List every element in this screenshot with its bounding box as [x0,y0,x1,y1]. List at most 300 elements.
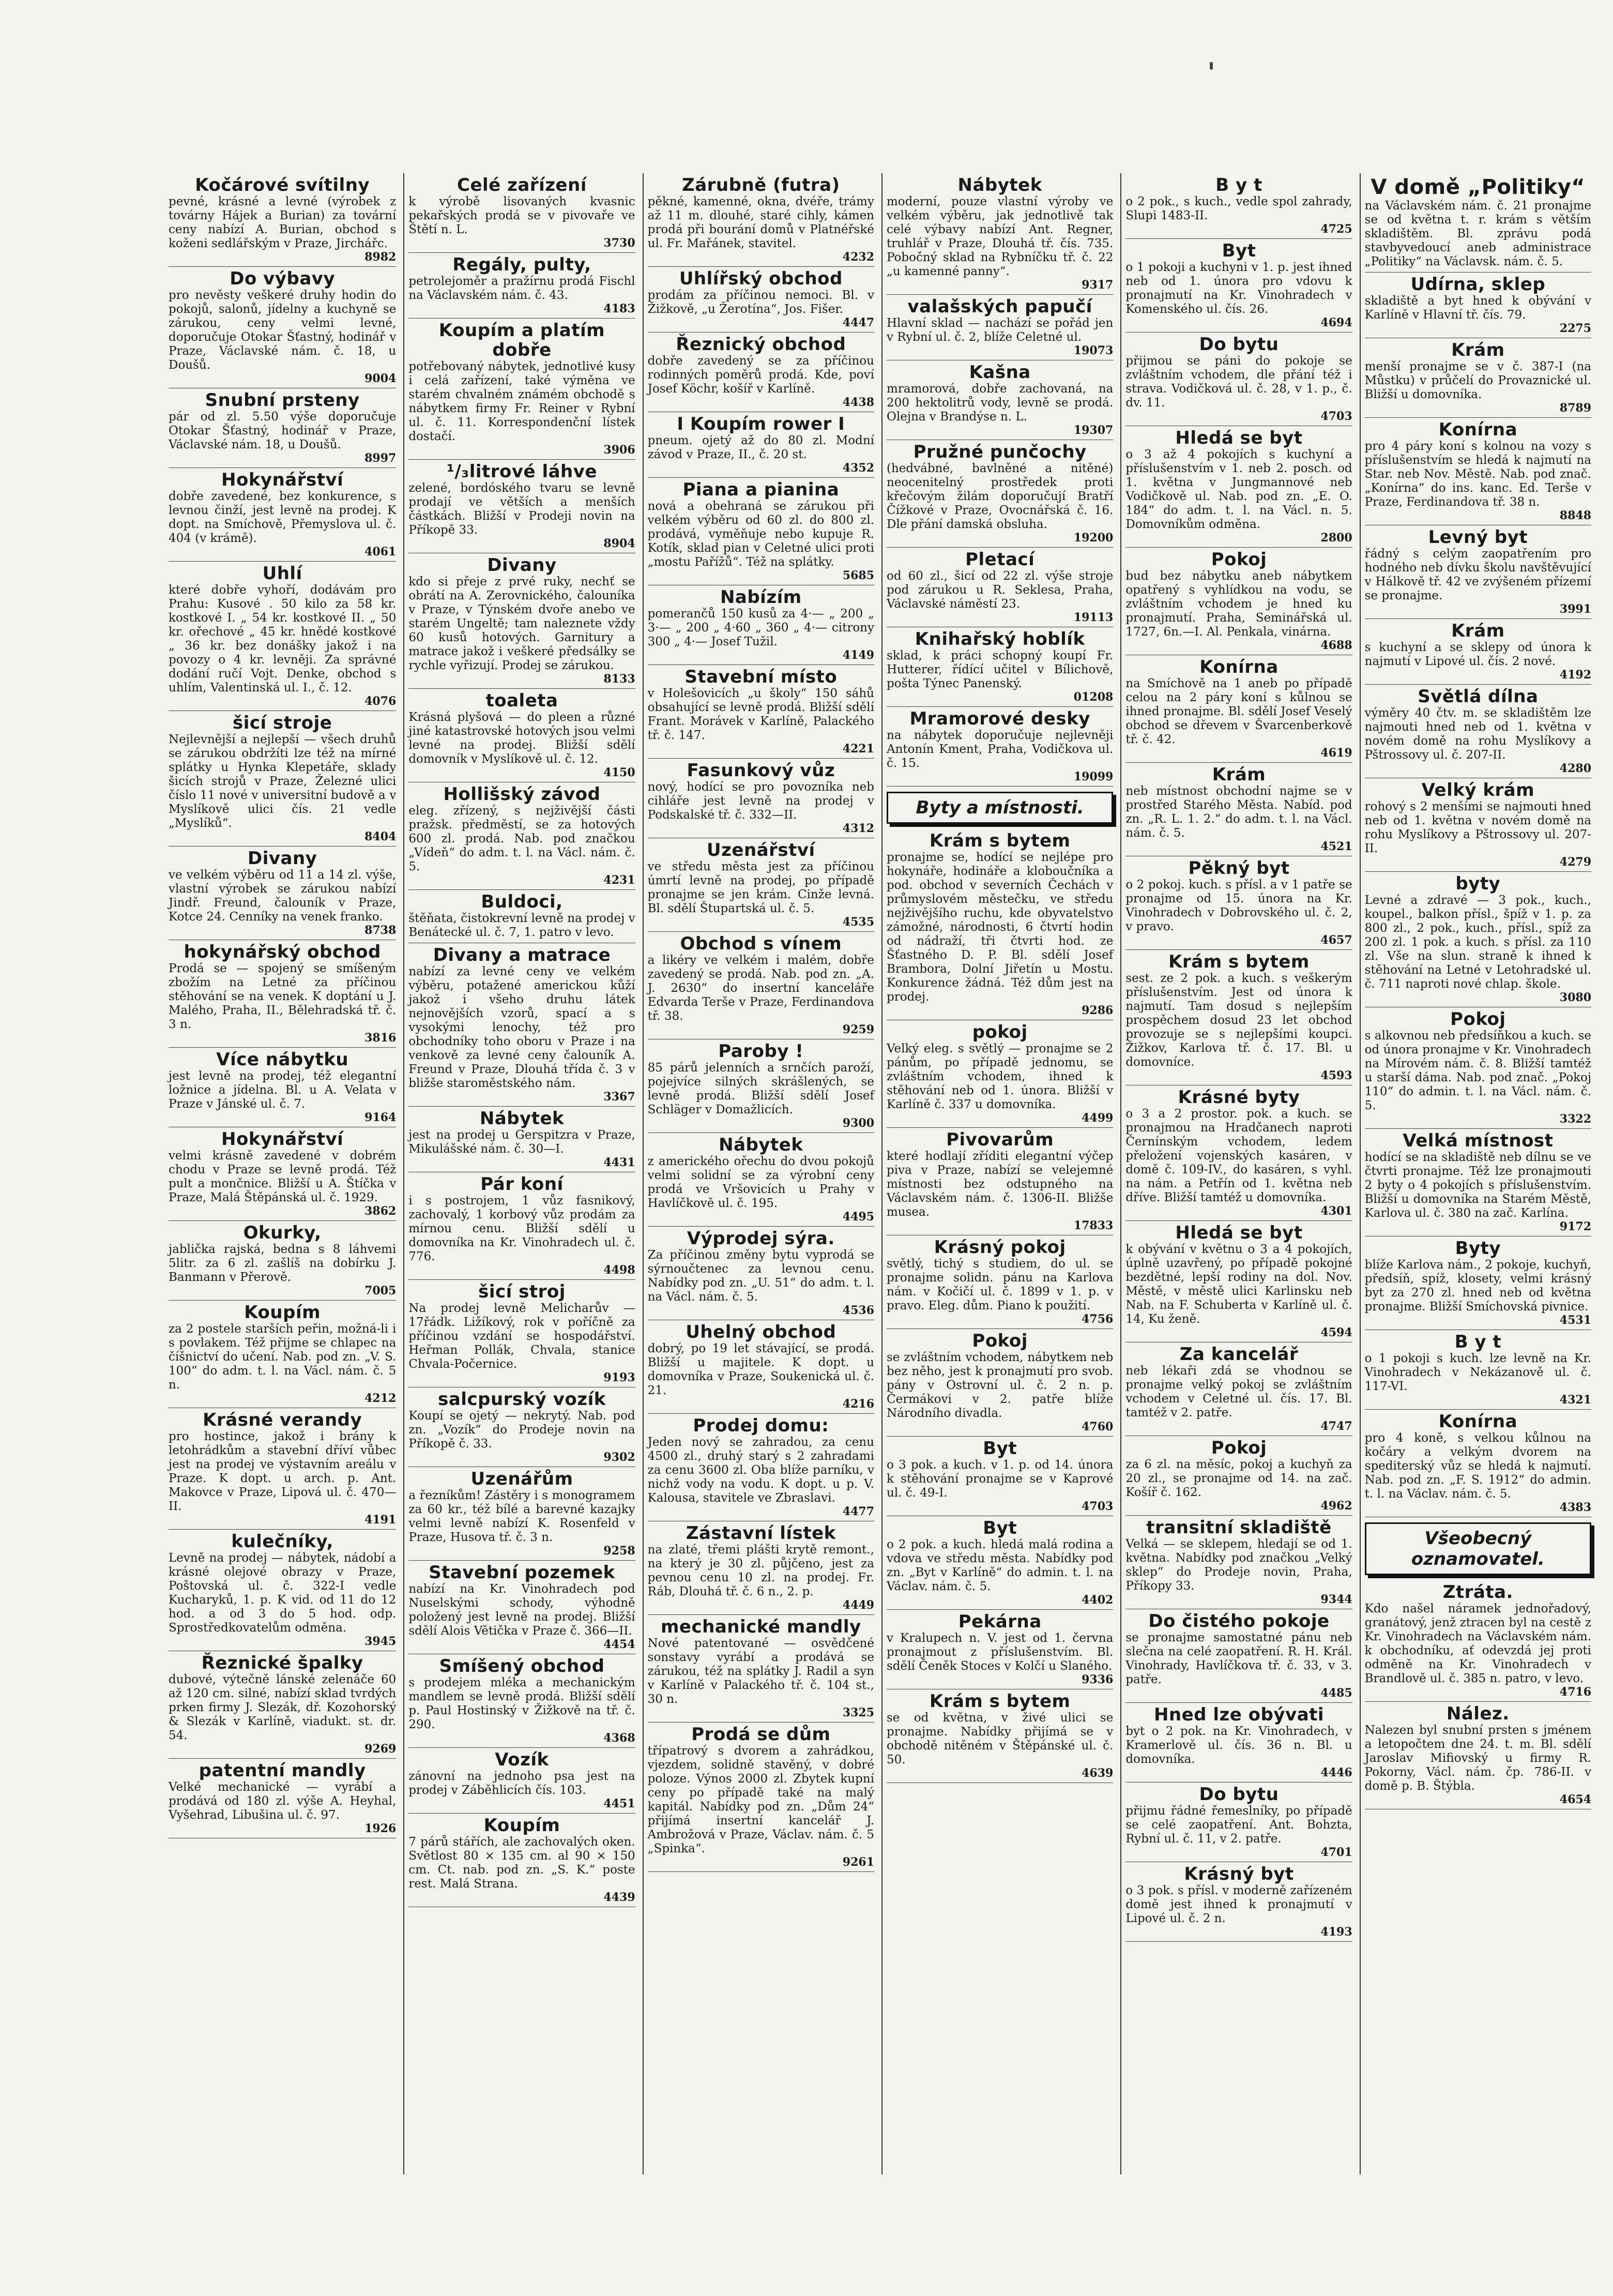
ad-number: 1926 [364,1822,397,1835]
classified-ad [1365,1702,1591,1809]
ad-heading: Ztráta. [1442,1582,1513,1603]
classified-ad [169,1408,396,1530]
ad-text: s prodejem mléka a mechanickým mandlem se levně prodá. Bližší sdělí p. Paul Hostinský v Žižkově na tř. č. 290. [408,1676,635,1731]
classified-ad [1125,1342,1352,1436]
classified-ad [887,829,1113,1020]
classified-ad [887,1128,1113,1235]
ad-number: 9269 [364,1742,397,1756]
ad-number: 4383 [1559,1501,1591,1514]
ad-heading: Smíšený obchod [439,1656,605,1676]
ad-heading: patentní mandly [199,1760,366,1781]
ad-number: 4495 [842,1210,874,1223]
ad-heading: Velký krám [1421,780,1535,800]
ad-text: bud bez nábytku aneb nábytkem opatřený s vyhlídkou na vodu, se zvláštním vchodem je hned ku pronajmutí. Praha, Seminářská ul. 1727, 6n.—I. Al. Penkala, vinárna. [1125,569,1352,639]
classified-ad [887,1610,1113,1689]
ad-text: pár od zl. 5.50 výše doporučuje Otokar Šťastný, hodinář v Praze, Václavské nám. 18, u Doušů. [169,410,397,451]
column-6 [1360,173,1595,2174]
ad-text: o 3 a 2 prostor. pok. a kuch. se pronajmou na Hradčanech naproti Černínským vchodem, ledem přeložení vojenských kasáren, v domě č. 109-IV., do kasáren, s vyhl. na nám. a Petřín od 1. května neb dříve. Bližší tamtéž u domovníka. [1125,1107,1352,1204]
ad-text: Velké mechanické — vyrábí a prodává od 180 zl. výše A. Heyhal, Vyšehrad, Libušina ul. č. 97. [169,1780,397,1822]
ad-text: pěkné, kamenné, okna, dvéře, trámy až 11 m. dlouhé, staré cihly, kámen prodá při bourání domů v Platnéřské ul. Fr. Mařánek, stavitel. [647,195,874,250]
ad-heading: Krám [1212,764,1266,785]
classified-ad [887,440,1113,548]
classified-ad [887,627,1113,707]
classified-ad [1125,333,1352,426]
ad-heading: Hokynářství [221,1129,344,1150]
classified-ad [648,1723,874,1872]
ad-text: pronajme se, hodící se nejlépe pro hokynáře, hodináře a kloboučníka a pod. obchod v severních Čechách v průmyslovém městečku, ve středu nejživějšího ruchu, kde obyvatelstvo zámožné, národnosti, 6 čtvrtí hodin od nádraží, tři čtvrti hod. ze Šťastného D. P. Bl. sdělí Josef Brambora, Dolní Jiřetín u Mostu. Konkurence žádná. Též dům jest na prodej. [887,851,1114,1004]
classified-ad [169,847,396,940]
classified-ad [887,173,1113,295]
ad-number: 9300 [842,1116,874,1130]
ad-text: 7 párů stářích, ale zachovalých oken. Světlost 80 × 135 cm. al 90 × 150 cm. Ct. nab. pod zn. „S. K.“ poste rest. Malá Strana. [408,1835,635,1891]
ad-number: 4725 [1320,222,1352,236]
ad-text: Nové patentované — osvědčené sonstavy vyrábí a prodává se zárukou, též na splátky J. Radil a syn v Karlíně v Palackého tř. č. 104 st., 30 n. [647,1637,874,1706]
ad-heading: Krásné verandy [203,1410,362,1430]
ad-text: o 2 pok., s kuch., vedle spol zahrady, Slupi 1483-II. [1125,195,1352,222]
ad-text: petrolejoměr a pražírnu prodá Fischl na Václavském nám. č. 43. [408,275,635,302]
classified-ad [1365,778,1591,872]
ad-number: 4747 [1320,1419,1352,1433]
ad-number: 9172 [1559,1220,1591,1233]
ad-number: 4485 [1320,1686,1352,1700]
classified-ad [1125,1436,1352,1516]
ad-heading: B y t [1215,175,1262,195]
ad-heading: Do bytu [1199,1784,1279,1805]
classified-ad [169,1048,396,1127]
classified-ad [169,1651,396,1759]
ad-heading: toaleta [485,690,558,711]
classified-ad [408,1748,635,1814]
ad-number: 4216 [842,1397,874,1411]
ad-number: 4716 [1559,1685,1591,1699]
ad-number: 4451 [603,1797,635,1810]
ad-number: 4593 [1320,1069,1352,1082]
ad-number: 4232 [842,250,874,264]
ad-heading: Kašna [969,362,1031,383]
classified-ad [408,1654,635,1748]
ad-heading: Piana a pianina [682,479,840,500]
classified-ad [1125,763,1352,856]
ad-heading: šicí stroj [478,1281,566,1302]
ad-text: kdo si přeje z prvé ruky, nechť se obrátí na A. Zerovnického, čalouníka v Praze, v Týnském dvoře anebo ve starém Ungeltě; tam naleznete vždy 60 kusů hotových. Garnitury a matrace jakož i veškeré předsálky se rychle vyřizují. Prodej se zárukou. [408,575,635,672]
ad-text: o 2 pokoj. kuch. s přísl. a v 1 patře se pronajme od 15. února na Kr. Vinohradech v Dobrovského ul. č. 2, v pravo. [1125,878,1352,933]
ad-text: Kdo našel náramek jednořadový, granátový, jenž ztracen byl na cestě z Kr. Vinohradech na Václavském nám. k obchodníku, ať odevzdá jej proti odměně na Kr. Vinohradech v Brandlově ul. č. 385 n. patro, v levo. [1364,1602,1591,1685]
ad-text: dobře zavedený se za příčinou rodinných poměrů prodá. Kde, poví Josef Köchr, košíř v Karlíně. [647,354,874,396]
ad-text: skladiště a byt hned k obývání v Karlíně v Hlavní tř. čís. 79. [1364,294,1591,322]
ad-text: moderní, pouze vlastní výroby ve velkém výběru, jak jednotlivě tak celé výbavy nabízí Ant. Regner, truhlář v Praze, Dlouhá tř. čís. 735. Pobočný sklad na Rybníčku tř. č. 22 „u kamenné panny“. [887,195,1114,278]
classified-ad [169,562,396,711]
classified-ad [1365,1410,1591,1517]
ad-heading: Kočárové svítilny [195,175,370,195]
classified-ad [648,759,874,838]
ad-number: 19099 [1073,770,1114,783]
ad-heading: Krásné byty [1178,1087,1300,1108]
ad-text: pro 4 koně, s velkou kůlnou na kočáry a velkým dvorem na spediterský vůz se hledá k najmutí. Nab. pod zn. „F. S. 1912“ do admin. t. l. na Václav. nám. č. 5. [1364,1431,1591,1501]
ad-number: 4076 [364,694,397,708]
ad-number: 9302 [603,1451,635,1464]
ad-text: pevné, krásné a levné (výrobek z továrny Hájek a Burian) za tovární ceny nabízí A. Burian, obchod s koženi sedlářským v Praze, Jirchářc. [169,195,397,250]
ad-number: 4193 [1320,1925,1352,1939]
ad-text: o 2 pok. a kuch. hledá malá rodina a vdova ve středu města. Nabídky pod zn. „Byt v Karlíně“ do admin. t. l. na Václav. nám. č. 5. [887,1538,1114,1593]
classified-ad [648,267,874,333]
classified-ad [648,1039,874,1133]
ad-text: Levné a zdravé — 3 pok., kuch., koupel., balkon přísl., špíž v 1. p. za 800 zl., 2 pok., kuch., přísl., spíž za 200 zl. 1 pok. a kuch. s přísl. za 110 zl. Vše na slun. straně k ihned k stěhování na Letné v Letohradské ul. č. 711 naproti nové chlap. škole. [1364,894,1591,991]
classified-ad [408,553,635,689]
ad-text: a likéry ve velkém i malém, dobře zavedený se prodá. Nab. pod zn. „A. J. 2630“ do insertní kanceláře Edvarda Terše v Praze, Ferdinandova tř. 38. [647,954,874,1023]
ad-number: 3325 [842,1706,874,1719]
ad-number: 4703 [1320,410,1352,423]
ad-text: pneum. ojetý až do 80 zl. Modní závod v Praze, II., č. 20 st. [647,434,874,461]
ad-text: o 1 pokoji a kuchyni v 1. p. jest ihned neb od 1. února pro vdovu k pronajmutí na Kr. Vinohradech v Komenského ul. čís. 26. [1125,261,1352,316]
ad-number: 4657 [1320,933,1352,947]
ad-heading: Buldoci, [481,892,563,912]
ad-text: o 3 pok. s přísl. v moderně zařízeném domě jest ihned k pronajmutí v Lipové ul. č. 2 n. [1125,1884,1352,1925]
ad-number: 19200 [1073,531,1114,545]
ad-number: 4703 [1082,1500,1114,1513]
classified-ad [408,173,635,253]
ad-number: 4594 [1320,1326,1352,1339]
ad-heading: Pekárna [958,1611,1042,1632]
ad-number: 4149 [842,648,874,662]
ad-heading: valašských papučí [907,296,1092,317]
classified-ad [408,782,635,890]
classified-ad [408,689,635,782]
ad-heading: Nález. [1446,1703,1510,1724]
ad-text: Velká — se sklepem, hledají se od 1. května. Nabídky pod značkou „Velký sklep“ do Prodeje novin, Praha, Příkopy 33. [1125,1537,1352,1593]
ad-heading: Byty [1455,1238,1501,1259]
ad-text: neb lékaři zdá se vhodnou se pronajme velký pokoj se zvláštním vchodem v Celetné ul. čís. 17. Bl. tamtéž v 2. patře. [1125,1364,1352,1419]
ad-number: 3945 [364,1635,397,1648]
section-banner-oznamovatel: Všeobecný oznamovatel. [1365,1522,1591,1575]
ad-text: s alkovnou neb předsíňkou a kuch. se od února pronajme v Kr. Vinohradech na Mírovém nám. č. 8. Bližší tamtéž u starší dáma. Nab. pod znač. „Pokoj 110“ do admin. t. l. na Václ. nám. č. 5. [1364,1029,1591,1112]
ad-text: (hedvábné, bavlněné a nitěné) neocenitelný prostředek proti křečovým žilám doporučují Bratří Čížkové v Praze, Ovocnářská č. 16. Dle přání damská obsluha. [887,462,1114,531]
ad-number: 4431 [603,1156,635,1169]
ad-number: 3816 [364,1031,397,1045]
ad-number: 4535 [842,915,874,929]
classified-ad [169,711,396,847]
ad-heading: Stavební místo [684,667,838,687]
classified-ad [1125,1703,1352,1783]
classified-ad [1365,1236,1591,1330]
classified-ad [887,1689,1113,1783]
ad-number: 3322 [1559,1112,1591,1126]
classified-ad [1365,273,1591,338]
ad-heading: Divany a matrace [433,945,611,965]
ad-heading: Koupím [244,1302,321,1323]
ad-heading: Koupím [483,1815,560,1836]
ad-text: eleg. zřízený, s nejživější části pražsk. předměstí, se za hotových 600 zl. prodá. Nab. pod značkou „Vídeň“ do adm. t. l. na Václ. nám. č. 5. [408,804,635,873]
ad-heading: ¹/₃litrové láhve [447,461,597,482]
ad-heading: Pokoj [972,1331,1028,1351]
ad-number: 19307 [1073,424,1114,437]
ad-text: v Holešovicích „u školy“ 150 sáhů obsahující se levně prodá. Bližší sdělí Frant. Morávek v Karlíně, Palackého tř. č. 147. [647,687,874,742]
ad-number: 3906 [603,443,635,457]
ad-text: pro nevěsty veškeré druhy hodin do pokojů, salonů, jídelny a kuchyně se zárukou, ceny velmi levné, doporučuje Otokar Šťastný, hodinář v Praze, Václavské nám. č. 18, u Doušů. [169,289,397,372]
ad-text: o 3 pok. a kuch. v 1. p. od 14. února k stěhování pronajme se v Kaprové ul. č. 49-I. [887,1458,1114,1500]
ad-heading: Uhelný obchod [686,1322,836,1342]
ad-number: 4191 [364,1513,397,1527]
ad-number: 3862 [364,1204,397,1218]
ad-text: od 60 zl., šicí od 22 zl. výše stroje pod zárukou u R. Seklesa, Praha, Václavské náměstí 23. [887,569,1114,611]
ad-heading: salcpurský vozík [438,1389,606,1410]
ad-text: menší pronajme se v č. 387-I (na Můstku) v průčelí do Provaznické ul. Bližší u domovníka. [1364,360,1591,401]
ad-number: 3991 [1559,602,1591,616]
ad-heading: Nabízím [720,587,802,608]
ad-text: jablička rajská, bedna s 8 láhvemi 5litr. za 6 zl. zašlíš na dobírku J. Banmann v Přerově. [169,1243,397,1284]
ad-text: a řezníkům! Zástěry i s monogramem za 60 kr., též bílé a barevné kazajky velmi levně nabízí K. Rosenfeld v Praze, Husova tř. č. 3 n. [408,1489,635,1544]
classified-ad [408,1561,635,1654]
ad-number: 8904 [603,537,635,550]
ad-text: blíže Karlova nám., 2 pokoje, kuchyň, předsíň, spíž, klosety, velmi krásný byt za 270 zl. hned neb od května pronajme. Bližší Smíchovská pivnice. [1364,1258,1591,1313]
ad-heading: Velká místnost [1403,1130,1554,1151]
ad-heading: Řeznický obchod [676,334,846,355]
ad-heading: Krám [1451,340,1505,360]
ad-text: zelené, bordóského tvaru se levně prodají ve větších a menších částkách. Bližší v Prodeji novin na Příkopě 33. [408,481,635,537]
classified-ad [1125,239,1352,333]
ad-number: 4402 [1082,1593,1114,1607]
ad-text: Prodá se — spojený se smíšeným zbožím na Letné za příčinou stěhování se na venek. K doptání u J. Malého, Praha, II., Bělehradská tř. č. 3 n. [169,962,397,1031]
ad-number: 4521 [1320,840,1352,853]
ad-text: Za příčinou změny bytu vyprodá se sýrnoučtenec za levnou cenu. Nabídky pod zn. „U. 51“ do adm. t. l. na Václ. nám. č. 5. [647,1248,874,1304]
ad-heading: Hledá se byt [1175,1222,1303,1243]
ad-heading: Krám [1451,621,1505,641]
classified-ad [1365,1330,1591,1410]
ad-number: 4150 [603,766,635,779]
ad-number: 4183 [603,302,635,315]
ad-number: 4061 [364,545,397,558]
column-1 [164,173,400,2174]
classified-ad [887,548,1113,627]
ad-number: 4231 [603,873,635,887]
ad-heading: Světlá dílna [1418,686,1539,707]
ad-text: se pronajme samostatné pánu neb slečna na celé zaopatření. R. H. Král. Vinohrady, Havlíčkova tř. č. 33, v 3. patře. [1125,1631,1352,1686]
ad-number: 01208 [1073,690,1114,704]
ad-heading: Konírna [1199,657,1279,677]
ad-text: s kuchyní a se sklepy od února k najmutí v Lipové ul. čís. 2 nové. [1364,641,1591,668]
ad-number: 4760 [1082,1420,1114,1433]
classified-ad [169,173,396,267]
classified-ad [1125,1516,1352,1609]
ad-heading: šicí stroje [232,713,332,733]
ad-heading: Do čistého pokoje [1148,1611,1330,1632]
classified-ad [408,319,635,460]
ad-number: 9259 [842,1023,874,1036]
ad-heading: Byt [983,1438,1017,1459]
classified-ad [1125,548,1352,655]
ad-text: Nalezen byl snubní prsten s jménem a letopočtem dne 24. t. m. Bl. sdělí Jaroslav Mifiovský u firmy R. Pokorny, Václ. nám. čp. 786-II. v domě p. B. Štýbla. [1364,1724,1591,1793]
ad-heading: Pokoj [1211,549,1267,570]
ad-text: nový, hodící se pro povozníka neb cihláře jest levně na prodej v Podskalské tř. č. 332—II. [647,780,874,822]
ad-heading: Byt [983,1518,1017,1538]
ad-heading: Krám s bytem [1168,951,1310,972]
classified-ad [408,1107,635,1172]
ad-number: 4498 [603,1263,635,1277]
ad-text: prodám za příčinou nemoci. Bl. v Žižkově, „u Žerotína“, Jos. Fišer. [647,289,874,316]
ad-heading: Nábytek [957,175,1042,195]
ad-number: 9336 [1082,1673,1114,1686]
ad-text: dubové, výtečně lánské zelenáče 60 až 120 cm. silné, nabízí sklad tvrdých prken firmy J. Slezák, dř. Kozohorský & Slezák v Karlíně, viadukt. st. dr. 54. [169,1673,397,1742]
ad-number: 9258 [603,1544,635,1558]
ad-text: ve středu města jest za příčinou úmrtí levně na prodej, po případě pronajme se jen krám. Cinže levná. Bl. sdělí Štupartská ul. č. 5. [647,860,874,915]
ad-number: 4301 [1320,1204,1352,1218]
ad-heading: Krásný byt [1184,1864,1294,1884]
classified-ad [648,1227,874,1320]
classified-ad [1365,525,1591,619]
ad-text: Jeden nový se zahradou, za cenu 4500 zl., druhý starý s 2 zahradami za cenu 3600 zl. Oba blíže parníku, v nichž vody na vodu. K dopt. u p. V. Kalousa, stavitele ve Zbraslavi. [647,1436,874,1505]
ad-heading: Divany [487,555,557,576]
ad-number: 4221 [842,742,874,756]
classified-ad [408,460,635,553]
ad-text: nabízí za levné ceny ve velkém výběru, potažené americkou kůží jakož i všeho druhu látek nejnovějších vzorů, spací a s vysokými lenochy, též pro obchodníky toho oboru v Praze i na venkově za levné ceny čalouník A. Freund v Praze, Dlouhá třída č. 3 v bližše staroměstského nám. [408,965,635,1090]
ad-number: 4368 [603,1731,635,1745]
ad-number: 4499 [1082,1111,1114,1125]
ad-heading: Mramorové desky [909,708,1090,729]
ad-text: 85 párů jelenních a srnčích paroží, pojejvíce silných skrášlených, se levně prodá. Bližší sdělí Josef Schläger v Domažlicích. [647,1061,874,1116]
ad-heading: V domě „Politiky“ [1371,175,1586,199]
classified-ad [1125,1862,1352,1942]
ad-number: 8848 [1559,509,1591,522]
ad-text: dobrý, po 19 let stávající, se prodá. Bližší u majitele. K dopt. u domovníka v Praze, Soukenická ul. č. 21. [647,1342,874,1397]
ad-heading: Uhlířský obchod [679,268,843,289]
ad-heading: Snubní prsteny [205,390,360,411]
classified-ad [648,1521,874,1615]
classified-ad [887,707,1113,787]
classified-ad [169,1530,396,1651]
classified-ad [408,1467,635,1561]
ad-number: 19073 [1073,344,1114,357]
ad-heading: hokynářský obchod [184,942,381,962]
ad-text: se zvláštním vchodem, nábytkem neb bez něho, jest k pronajmutí pro svob. pány v Ostrovní ul. č. 2 n. p. Čermákovi v 2. patře blíže Národního divadla. [887,1351,1114,1420]
ad-text: na Václavském nám. č. 21 pronajme se od května t. r. krám s větším skladištěm. Bl. zprávu podá stavbyvedoucí aneb administrace „Politiky“ na Václavsk. nám. č. 5. [1364,199,1591,268]
ad-heading: Uzenářství [706,840,815,860]
ad-heading: Regály, pulty, [452,254,591,275]
ad-text: rohový s 2 menšími se najmouti hned neb od 1. května v novém domě na rohu Myslíkovy a Pštrossovy ul. 207-II. [1364,800,1591,855]
ad-heading: Okurky, [243,1222,322,1243]
classified-ad [1365,1007,1591,1129]
ad-number: 8789 [1559,401,1591,415]
ad-heading: Nábytek [719,1135,803,1155]
classified-ad [887,360,1113,440]
ad-number: 19113 [1073,611,1114,624]
ad-number: 4688 [1320,639,1352,652]
classified-ad [648,173,874,267]
ad-text: za 6 zl. na měsíc, pokoj a kuchyň za 20 zl., se pronajme od 14. na zač. Košíř č. 162. [1125,1458,1352,1499]
classified-ad [1125,1085,1352,1221]
ad-number: 4654 [1559,1793,1591,1806]
ad-heading: Konírna [1438,1411,1518,1432]
ad-number: 4619 [1320,746,1352,760]
ad-number: 4694 [1320,316,1352,329]
classified-ad [648,838,874,932]
ad-text: řádný s celým zaopatřením pro hodného neb dívku školu navštěvující v Hálkově tř. 42 ve zvýšeném přízemí se pronajme. [1364,547,1591,602]
ad-text: se od května, v živé ulici se pronajme. Nabídky přijímá se v obchodě nitěném v Štěpánské ul. č. 50. [887,1711,1114,1766]
ad-heading: pokoj [972,1022,1028,1043]
ad-text: Nejlevnější a nejlepší — všech druhů se zárukou obdržíti lze též na mírné splátky u Hynka Klepetáře, sklady šicích strojů v Praze, Železné ulici číslo 11 nové v universitní budově a v Myslíkově ulici čís. 21 vedle „Myslíků“. [169,733,397,830]
column-5 [1120,173,1356,2174]
ad-text: z amerického ořechu do dvou pokojů velmi solidní se za výrobní ceny prodá ve Vršovicích u Prahy v Havlíčkově ul. č. 195. [647,1155,874,1210]
ad-number: 8133 [603,672,635,686]
ad-number: 3367 [603,1090,635,1104]
classified-ad [169,1759,396,1838]
ad-heading: Pokoj [1450,1009,1506,1030]
ad-heading: Pružné punčochy [913,442,1087,462]
classified-ad [408,943,635,1107]
ad-number: 9344 [1320,1593,1352,1606]
ad-number: 9317 [1082,278,1114,292]
ad-heading: byty [1455,873,1501,894]
ad-text: světlý, tichý s studiem, do ul. se pronajme solidn. pánu na Karlova nám. v Kočičí ul. č. 1899 v 1. p. v pravo. Eleg. dům. Piano k použití. [887,1257,1114,1312]
ad-text: na Smíchově na 1 aneb po případě celou na 2 páry koní s kůlnou se ihned pronajme. Bl. sdělí Josef Veselý obchod se dřevem v Švarcenberkově tř. č. 42. [1125,677,1352,746]
ad-heading: Nábytek [479,1108,565,1129]
ad-text: přijmu řádné řemeslníky, po případě se celé zaopatření. Ant. Bohzta, Rybní ul. č. 11, v 2. patře. [1125,1804,1352,1846]
classified-ad [887,1437,1113,1516]
ad-text: Krásná plyšová — do pleen a různé jiné katastrovské hotových jsou velmi levné na prodej. Bližší sdělí domovník v Myslíkově ul. č. 12. [408,711,635,766]
classified-ad [648,585,874,665]
ad-text: na zlaté, třemi plášti krytě remont., na který je 30 zl. půjčeno, jest za pevnou cenu 10 zl. na prodej. Fr. Ráb, Dlouhá tř. č. 6 n., 2. p. [647,1543,874,1598]
ad-text: potřebovaný nábytek, jednotlivé kusy i celá zařízení, také výměna ve starém chvalném známém obchodě s nábytkem firmy Fr. Reiner v Rybní ul. č. 11. Korrespondenční lístek dostačí. [408,360,635,443]
ad-text: sklad, k práci schopný koupí Fr. Hutterer, řídící učitel v Bílichově, pošta Týnec Panenský. [887,649,1114,690]
ad-text: třípatrový s dvorem a zahrádkou, vjezdem, solidně stavěný, v dobré poloze. Výnos 2000 zl. Zbytek kupní ceny po případě také na malý kapitál. Nabídky pod zn. „Dům 24“ přijímá insertní kancelář J. Ambrožová v Praze, Václav. nám. č. 5 „Spinka“. [647,1744,874,1855]
ad-heading: Pletací [965,549,1035,570]
ad-number: 4321 [1559,1393,1591,1407]
ad-heading: Prodej domu: [693,1415,829,1436]
ad-text: výměry 40 čtv. m. se skladištěm lze najmouti hned neb od 1. května v novém domě na rohu Myslíkovy a Pštrossovy ul. č. 207-II. [1364,706,1591,762]
ad-number: 4701 [1320,1846,1352,1859]
classified-ad [648,478,874,585]
classified-ad [1365,338,1591,418]
classified-ad [1125,1221,1352,1342]
classified-ad [169,468,396,562]
ad-heading: mechanické mandly [661,1617,861,1637]
ad-heading: Udírna, sklep [1410,274,1546,295]
ad-text: ve velkém výběru od 11 a 14 zl. výše, vlastní výrobek se zárukou nabízí Jindř. Freund, čalouník v Praze, Kotce 24. Cenníky na venek franko. [169,868,397,924]
classified-ad [1125,856,1352,950]
ad-heading: Divany [247,848,317,869]
ad-heading: Pěkný byt [1188,858,1290,879]
ad-number: 9164 [364,1111,397,1124]
ad-text: nová a obehraná se zárukou při velkém výběru od 60 zl. do 800 zl. prodává, vyměňuje nebo kupuje R. Kotík, sklad pian v Celetné ulici proti „mostu Pařížů“. Též na splátky. [647,500,874,569]
ad-text: o 3 až 4 pokojích s kuchyní a příslušenstvím v 1. neb 2. posch. od 1. května v Jungmannové neb Vodičkově ul. Nab. pod zn. „E. O. 184“ do adm. t. l. na Václ. n. 5. Domovníkům odměna. [1125,448,1352,531]
ad-text: o 1 pokoji s kuch. lze levně na Kr. Vinohradech v Nekázanově ul. č. 117-VI. [1364,1352,1591,1393]
ad-number: 4312 [842,822,874,835]
ad-heading: Fasunkový vůz [687,760,835,781]
ad-heading: Hledá se byt [1175,428,1303,448]
ad-heading: Řeznické špalky [201,1653,363,1673]
classified-ad [1365,418,1591,525]
ad-number: 4352 [842,461,874,475]
ad-heading: Krásný pokoj [934,1237,1066,1258]
classified-ad [1365,685,1591,778]
ad-text: neb místnost obchodní najme se v prostřed Starého Města. Nabíd. pod zn. „R. L. 1. 2.“ do adm. t. l. na Václ. nám. č. 5. [1125,784,1352,840]
classified-ad [887,295,1113,360]
ad-text: k výrobě lisovaných kvasnic pekařských prodá se v pivovaře ve Štětí n. L. [408,195,635,236]
classified-ad [887,1516,1113,1610]
classified-ad [169,940,396,1048]
ad-heading: Zárubně (futra) [682,175,840,195]
ad-heading: Do výbavy [230,268,336,289]
ad-number: 17833 [1073,1219,1114,1232]
ad-text: které dobře vyhoří, dodávám pro Prahu: Kusové . 50 kilo za 58 kr. kostkové I. „ 54 kr. kostkové II. „ 50 kr. ořechové „ 45 kr. hnědé kostkové „ 36 kr. bez donášky jakož i na povozy o 4 kr. levněji. Za správné dodání ručí Vojt. Denke, obchod s uhlím, Valentinská ul. I., č. 12. [169,583,397,694]
ad-text: zánovní na jednoho psa jest na prodej v Záběhlicích čís. 103. [408,1770,635,1797]
ad-number: 4212 [364,1392,397,1405]
classified-ad [1125,426,1352,548]
ad-number: 8404 [364,830,397,843]
classified-ad [648,665,874,759]
ad-text: na nábytek doporučuje nejlevněji Antonín Kment, Praha, Vodičkova ul. č. 15. [887,729,1114,770]
classified-ad [408,1814,635,1907]
ad-heading: Konírna [1438,419,1518,440]
ad-heading: Obchod s vínem [680,933,842,954]
